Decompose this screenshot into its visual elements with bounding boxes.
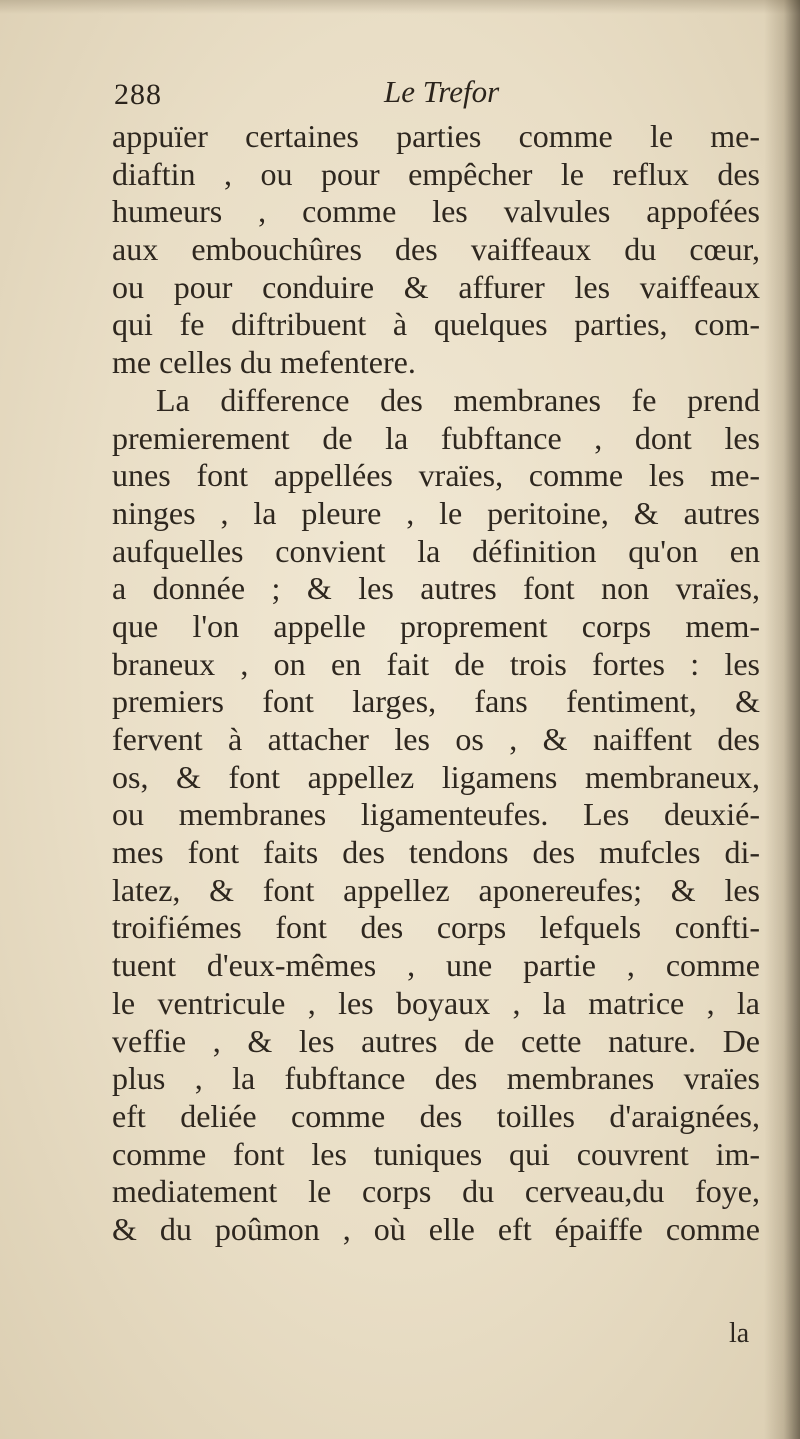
text-line: qui fe diftribuent à quelques parties, com- [112, 306, 760, 343]
text-line: aufquelles convient la définition qu'on en [112, 532, 760, 569]
text-line: humeurs , comme les valvules appofées [112, 193, 760, 230]
text-line: premierement de la fubftance , dont les [112, 419, 760, 456]
text-line: diaftin , ou pour empêcher le reflux des [112, 155, 760, 192]
text-line: troifiémes font des corps lefquels confti- [112, 909, 760, 946]
paragraph-start-line: La difference des membranes fe prend [156, 381, 760, 418]
text-line: a donnée ; & les autres font non vraïes, [112, 570, 760, 607]
text-line: ou pour conduire & affurer les vaiffeaux [112, 268, 760, 305]
text-line: veffie , & les autres de cette nature. De [112, 1022, 760, 1059]
binding-shadow [764, 0, 800, 1439]
page-top-shadow [0, 0, 800, 14]
text-line: premiers font larges, fans fentiment, & [112, 683, 760, 720]
text-line: eft deliée comme des toilles d'araignées, [112, 1097, 760, 1134]
text-line: appuïer certaines parties comme le me- [112, 118, 760, 154]
page-header [114, 74, 674, 118]
text-line: braneux , on en fait de trois fortes : les [112, 645, 760, 682]
running-title: Le Trefor [384, 74, 500, 109]
text-line: mediatement le corps du cerveau,du foye, [112, 1173, 760, 1210]
text-line: aux embouchûres des vaiffeaux du cœur, [112, 231, 760, 268]
text-line: os, & font appellez ligamens membraneux, [112, 758, 760, 795]
text-line: comme font les tuniques qui couvrent im- [112, 1135, 760, 1172]
text-line: latez, & font appellez aponereufes; & les [112, 871, 760, 908]
page-number: 288 [114, 78, 162, 111]
text-line: fervent à attacher les os , & naiffent des [112, 721, 760, 757]
text-line: que l'on appelle proprement corps mem- [112, 607, 760, 644]
catchword: la [729, 1318, 750, 1349]
text-line: mes font faits des tendons des mufcles di- [112, 834, 760, 871]
text-line: le ventricule , les boyaux , la matrice , la [112, 984, 760, 1021]
text-line: ou membranes ligamenteufes. Les deuxié- [112, 796, 760, 833]
text-line: tuent d'eux-mêmes , une partie , comme [112, 947, 760, 984]
text-line: ninges , la pleure , le peritoine, & autres [112, 494, 760, 531]
text-line: me celles du mefentere. [112, 344, 416, 381]
text-line: plus , la fubftance des membranes vraïes [112, 1060, 760, 1097]
text-line: unes font appellées vraïes, comme les me- [112, 457, 760, 494]
body-text [112, 118, 760, 1249]
text-line: & du poûmon , où elle eft épaiffe comme [112, 1210, 760, 1247]
